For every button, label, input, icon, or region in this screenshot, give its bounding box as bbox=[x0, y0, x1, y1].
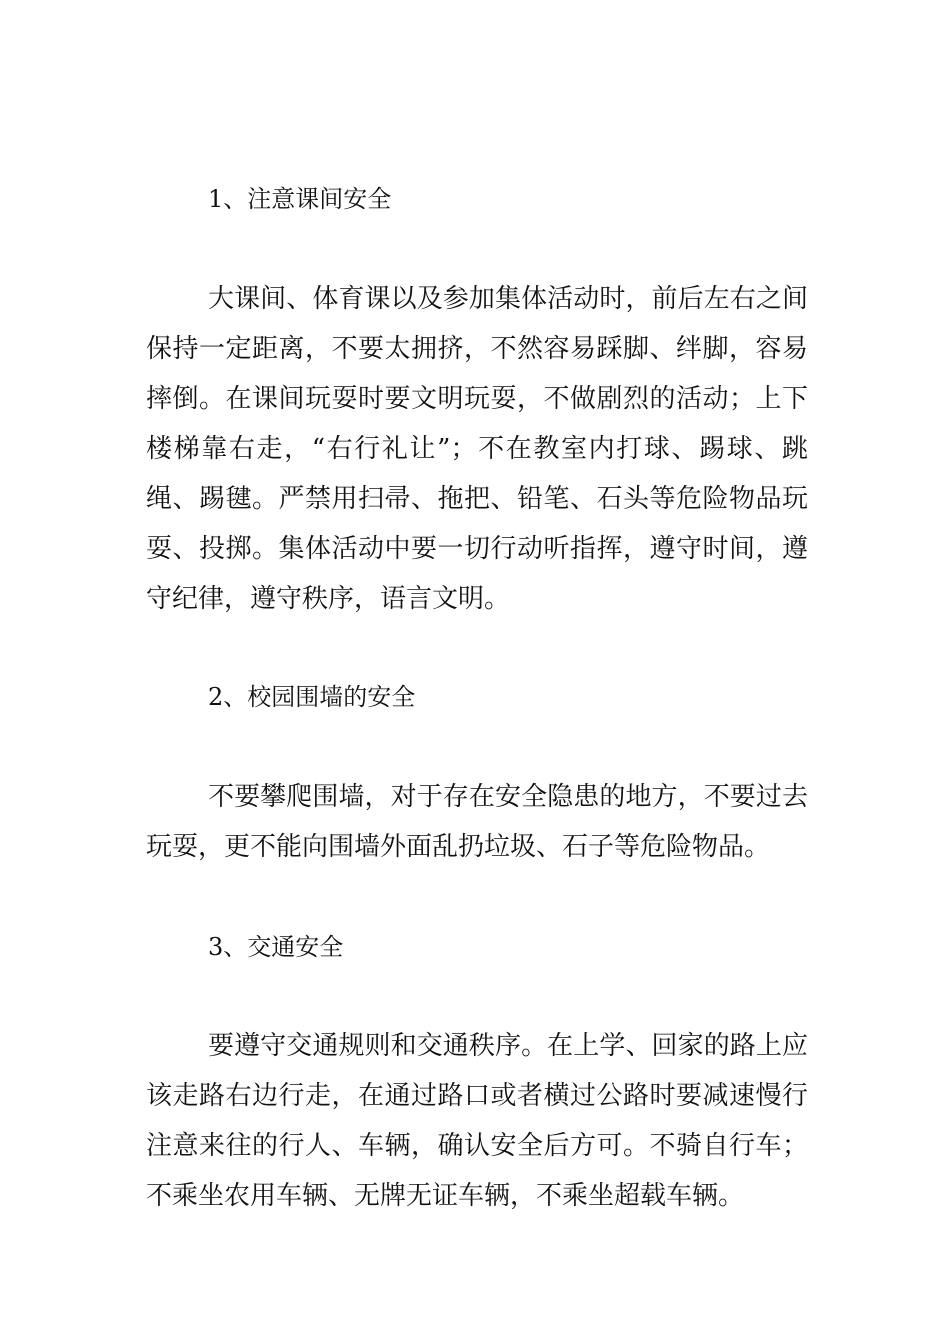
section-body-2: 不要攀爬围墙，对于存在安全隐患的地方，不要过去玩耍，更不能向围墙外面乱扔垃圾、石子等危险物品。 bbox=[146, 782, 808, 862]
section-body-3: 要遵守交通规则和交通秩序。在上学、回家的路上应该走路右边行走，在通过路口或者横过公路时要减速慢行注意来往的行人、车辆，确认安全后方可。不骑自行车；不乘坐农用车辆、无牌无证车辆，不乘坐超载车辆。 bbox=[146, 1031, 808, 1211]
section-heading-3: 3、交通安全 bbox=[208, 933, 344, 961]
section-body-1: 大课间、体育课以及参加集体活动时，前后左右之间保持一定距离，不要太拥挤，不然容易踩脚、绊脚，容易摔倒。在课间玩耍时要文明玩耍，不做剧烈的活动；上下楼梯靠右走，“右行礼让”；不在教室内打球、踢球、跳绳、踢毽。严禁用扫帚、拖把、铅笔、石头等危险物品玩耍、投掷。集体活动中要一切行动听指挥，遵守时间，遵守纪律，遵守秩序，语言文明。 bbox=[146, 284, 808, 614]
section-heading-2: 2、校园围墙的安全 bbox=[208, 683, 416, 711]
section-heading-1: 1、注意课间安全 bbox=[208, 185, 392, 213]
